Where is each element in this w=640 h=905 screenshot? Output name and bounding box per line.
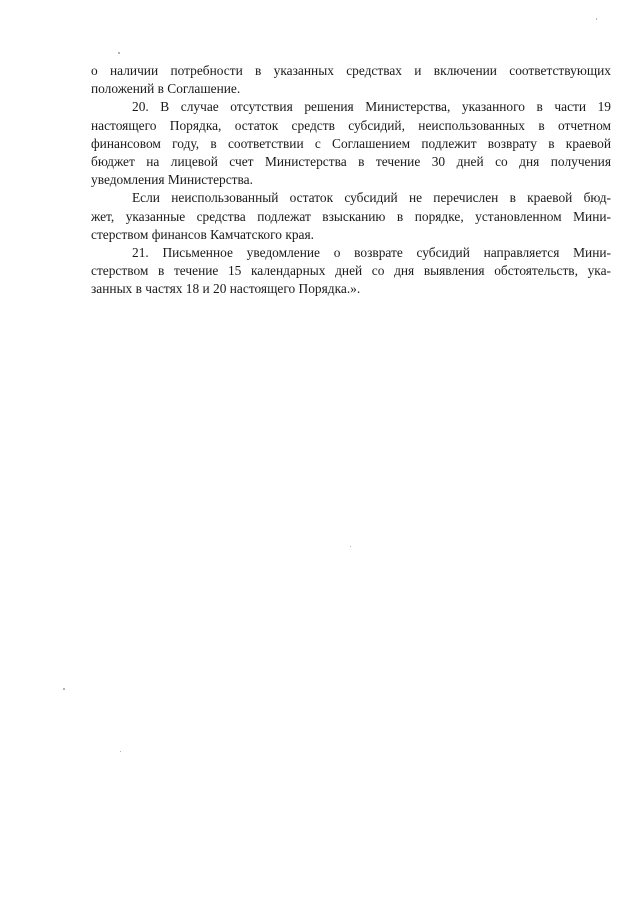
text-line: финансовом году, в соответствии с Соглашением подлежит возврату в краевой [91,135,611,151]
text-line: положений в Соглашение. [91,81,241,97]
text-line: Если неиспользованный остаток субсидий не перечислен в краевой бюд- [132,190,611,206]
paragraph-continuation [91,62,611,98]
scan-speck [120,751,121,752]
text-line: 20. В случае отсутствия решения Министерства, указанного в части 19 [132,99,611,115]
text-line: жет, указанные средства подлежат взысканию в порядке, установленном Мини- [91,208,611,224]
scan-speck [596,18,597,20]
paragraph-item-21 [91,244,611,299]
text-line: 21. Письменное уведомление о возврате субсидий направляется Мини- [132,245,611,261]
body-text [91,62,611,299]
text-line: о наличии потребности в указанных средствах и включении соответствующих [91,63,611,78]
text-line: бюджет на лицевой счет Министерства в течение 30 дней со дня получения [91,154,611,170]
scan-speck [63,688,65,690]
scan-speck [350,546,351,547]
text-line: настоящего Порядка, остаток средств субсидий, неиспользованных в отчетном [91,117,611,133]
paragraph-item-20 [91,98,611,189]
text-line: занных в частях 18 и 20 настоящего Порядка.». [91,281,361,297]
scan-speck [118,52,120,54]
text-line: стерством финансов Камчатского края. [91,226,314,242]
paragraph-unused-balance [91,189,611,244]
text-line: стерством в течение 15 календарных дней со дня выявления обстоятельств, ука- [91,263,611,279]
text-line: уведомления Министерства. [91,172,253,188]
